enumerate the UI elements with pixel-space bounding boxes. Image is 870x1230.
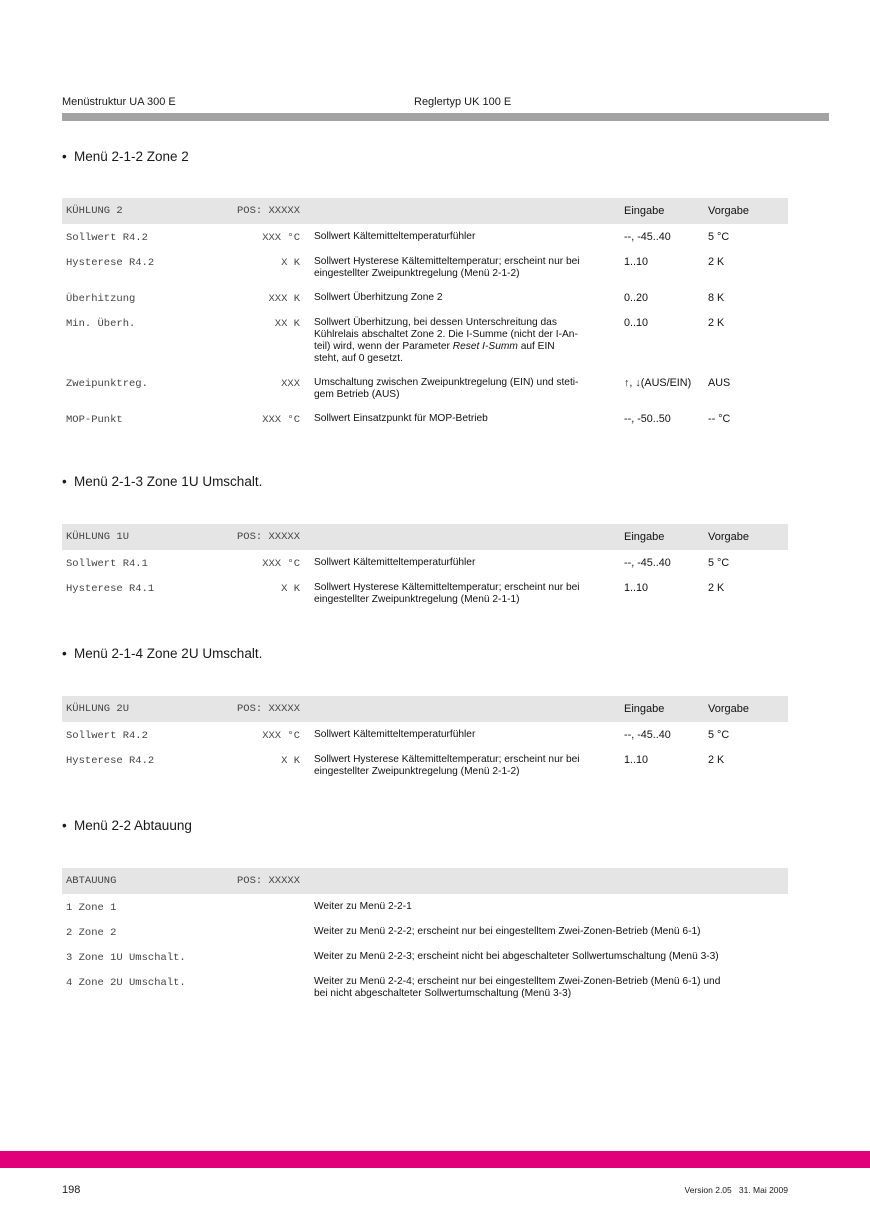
table-row <box>62 249 788 285</box>
desc-line: Sollwert Einsatzpunkt für MOP-Betrieb <box>314 413 488 424</box>
table-header-row <box>62 868 788 894</box>
desc-line: Sollwert Kältemitteltemperaturfühler <box>314 729 476 740</box>
bullet-icon: • <box>62 474 67 489</box>
section-title <box>62 645 788 663</box>
desc-line: teil) wird, wenn der Parameter Reset I-Summ auf EIN <box>314 341 555 352</box>
param-description <box>314 406 624 431</box>
desc-line: eingestellter Zweipunktregelung (Menü 2-1-1) <box>314 594 520 605</box>
section-title <box>62 817 788 835</box>
param-default: 2 K <box>708 754 725 766</box>
param-value: XXX °C <box>262 414 300 426</box>
menu-table <box>62 868 788 1005</box>
table-row <box>62 550 788 575</box>
section-title-text: Menü 2-1-4 Zone 2U Umschalt. <box>74 646 263 661</box>
menu-name: ABTAUUNG <box>62 868 224 894</box>
desc-line: Weiter zu Menü 2-2-1 <box>314 901 412 912</box>
menu-table <box>62 696 788 783</box>
param-description <box>314 747 624 783</box>
bullet-icon: • <box>62 149 67 164</box>
param-input <box>624 747 708 783</box>
desc-line: Weiter zu Menü 2-2-4; erscheint nur bei eingestelltem Zwei-Zonen-Betrieb (Menü 6-1) und <box>314 976 721 987</box>
menu-position: POS: XXXXX <box>224 696 314 722</box>
menu-position: POS: XXXXX <box>224 524 314 550</box>
param-value: X K <box>281 755 300 767</box>
page-number: 198 <box>62 1184 81 1196</box>
input-range: 0..20 <box>624 292 649 304</box>
param-name: 3 Zone 1U Umschalt. <box>66 952 186 964</box>
param-input <box>624 224 708 249</box>
menu-table <box>62 198 788 431</box>
desc-line: Sollwert Hysterese Kältemitteltemperatur; erscheint nur bei <box>314 256 580 267</box>
desc-line: Sollwert Überhitzung Zone 2 <box>314 292 443 303</box>
header-controller-type: Reglertyp UK 100 E <box>414 96 512 108</box>
table-row <box>62 310 788 370</box>
menu-position: POS: XXXXX <box>224 198 314 224</box>
param-name: Sollwert R4.2 <box>66 730 148 742</box>
input-range: (AUS/EIN) <box>640 377 692 389</box>
param-description <box>314 550 624 575</box>
section-title <box>62 148 788 166</box>
table-row <box>62 894 788 919</box>
col-default-header: Vorgabe <box>708 696 788 722</box>
input-range: 1..10 <box>624 582 649 594</box>
col-default-header: Vorgabe <box>708 198 788 224</box>
param-input <box>624 406 708 431</box>
param-description <box>314 944 788 969</box>
param-description <box>314 722 624 747</box>
input-range: --, -45..40 <box>624 729 671 741</box>
desc-line: Kühlrelais abschaltet Zone 2. Die I-Summe (nicht der I-An- <box>314 329 578 340</box>
param-default: AUS <box>708 377 731 389</box>
desc-line: gem Betrieb (AUS) <box>314 389 400 400</box>
table-row <box>62 575 788 611</box>
param-default: 5 °C <box>708 557 730 569</box>
param-value <box>224 919 314 944</box>
header-doc-title: Menüstruktur UA 300 E <box>62 96 176 108</box>
param-value: XXX °C <box>262 232 300 244</box>
table-row <box>62 944 788 969</box>
param-value: X K <box>281 257 300 269</box>
menu-position: POS: XXXXX <box>224 868 314 894</box>
param-value: XXX K <box>268 293 300 305</box>
col-input-header: Eingabe <box>624 198 708 224</box>
param-value: XXX °C <box>262 730 300 742</box>
menu-table <box>62 524 788 611</box>
param-input <box>624 722 708 747</box>
param-name: MOP-Punkt <box>66 414 123 426</box>
param-default: 5 °C <box>708 231 730 243</box>
input-range: --, -45..40 <box>624 231 671 243</box>
param-name: Hysterese R4.2 <box>66 257 155 269</box>
section-title-text: Menü 2-2 Abtauung <box>74 818 192 833</box>
param-name: Zweipunktreg. <box>66 378 148 390</box>
desc-line: Sollwert Kältemitteltemperaturfühler <box>314 557 476 568</box>
desc-line: Sollwert Hysterese Kältemitteltemperatur; erscheint nur bei <box>314 754 580 765</box>
table-row <box>62 285 788 310</box>
input-range: 0..10 <box>624 317 649 329</box>
param-name: 1 Zone 1 <box>66 902 117 914</box>
input-range: 1..10 <box>624 256 649 268</box>
table-header-row <box>62 524 788 550</box>
desc-line: steht, auf 0 gesetzt. <box>314 353 403 364</box>
input-range: ↑, ↓ <box>624 377 641 389</box>
param-name: Hysterese R4.1 <box>66 583 155 595</box>
param-input <box>624 249 708 285</box>
table-row <box>62 919 788 944</box>
param-description <box>314 285 624 310</box>
param-description <box>314 224 624 249</box>
param-description <box>314 249 624 285</box>
input-range: --, -45..40 <box>624 557 671 569</box>
param-default: 5 °C <box>708 729 730 741</box>
param-value: XXX <box>281 378 300 390</box>
param-description <box>314 310 624 370</box>
version-info: Version 2.05 31. Mai 2009 <box>684 1185 788 1195</box>
table-row <box>62 370 788 406</box>
param-name: 4 Zone 2U Umschalt. <box>66 977 186 989</box>
table-row <box>62 722 788 747</box>
footer-accent-bar <box>0 1151 870 1168</box>
col-input-header: Eingabe <box>624 696 708 722</box>
param-description <box>314 894 788 919</box>
param-description <box>314 919 788 944</box>
param-value: XX K <box>274 318 300 330</box>
input-range: 1..10 <box>624 754 649 766</box>
bullet-icon: • <box>62 818 67 833</box>
desc-line: Weiter zu Menü 2-2-3; erscheint nicht bei abgeschalteter Sollwertumschaltung (Menü 3-3) <box>314 951 719 962</box>
param-name: Sollwert R4.2 <box>66 232 148 244</box>
table-header-row <box>62 696 788 722</box>
param-input <box>624 370 708 406</box>
header-divider <box>62 113 829 121</box>
param-value <box>224 894 314 919</box>
menu-name: KÜHLUNG 2 <box>62 198 224 224</box>
table-row <box>62 747 788 783</box>
bullet-icon: • <box>62 646 67 661</box>
table-header-row <box>62 198 788 224</box>
param-value <box>224 944 314 969</box>
param-value: XXX °C <box>262 558 300 570</box>
desc-line: Sollwert Überhitzung, bei dessen Unterschreitung das <box>314 317 557 328</box>
param-name: Min. Überh. <box>66 318 136 330</box>
param-input <box>624 575 708 611</box>
param-description <box>314 575 624 611</box>
section-title-text: Menü 2-1-2 Zone 2 <box>74 149 189 164</box>
menu-name: KÜHLUNG 1U <box>62 524 224 550</box>
col-input-header <box>624 868 708 894</box>
param-default: 8 K <box>708 292 725 304</box>
desc-line: bei nicht abgeschalteter Sollwertumschaltung (Menü 3-3) <box>314 988 572 999</box>
col-input-header: Eingabe <box>624 524 708 550</box>
param-name: Hysterese R4.2 <box>66 755 155 767</box>
param-default: 2 K <box>708 582 725 594</box>
section-title-text: Menü 2-1-3 Zone 1U Umschalt. <box>74 474 263 489</box>
param-description <box>314 370 624 406</box>
menu-name: KÜHLUNG 2U <box>62 696 224 722</box>
desc-line: eingestellter Zweipunktregelung (Menü 2-1-2) <box>314 268 520 279</box>
col-default-header <box>708 868 788 894</box>
table-row <box>62 406 788 431</box>
param-value: X K <box>281 583 300 595</box>
param-description <box>314 969 788 1005</box>
param-input <box>624 310 708 370</box>
desc-line: eingestellter Zweipunktregelung (Menü 2-1-2) <box>314 766 520 777</box>
param-default: 2 K <box>708 256 725 268</box>
param-value <box>224 969 314 1005</box>
param-default: 2 K <box>708 317 725 329</box>
param-name: Überhitzung <box>66 293 136 305</box>
section-title <box>62 473 788 491</box>
table-row <box>62 969 788 1005</box>
table-row <box>62 224 788 249</box>
param-name: Sollwert R4.1 <box>66 558 148 570</box>
desc-line: Sollwert Hysterese Kältemitteltemperatur; erscheint nur bei <box>314 582 580 593</box>
param-default: -- °C <box>708 413 731 425</box>
input-range: --, -50..50 <box>624 413 671 425</box>
desc-line: Sollwert Kältemitteltemperaturfühler <box>314 231 476 242</box>
param-input <box>624 550 708 575</box>
desc-line: Weiter zu Menü 2-2-2; erscheint nur bei eingestelltem Zwei-Zonen-Betrieb (Menü 6-1) <box>314 926 701 937</box>
param-input <box>624 285 708 310</box>
param-reference: Reset I-Summ <box>452 341 518 352</box>
desc-line: Umschaltung zwischen Zweipunktregelung (EIN) und steti- <box>314 377 579 388</box>
param-name: 2 Zone 2 <box>66 927 117 939</box>
col-default-header: Vorgabe <box>708 524 788 550</box>
